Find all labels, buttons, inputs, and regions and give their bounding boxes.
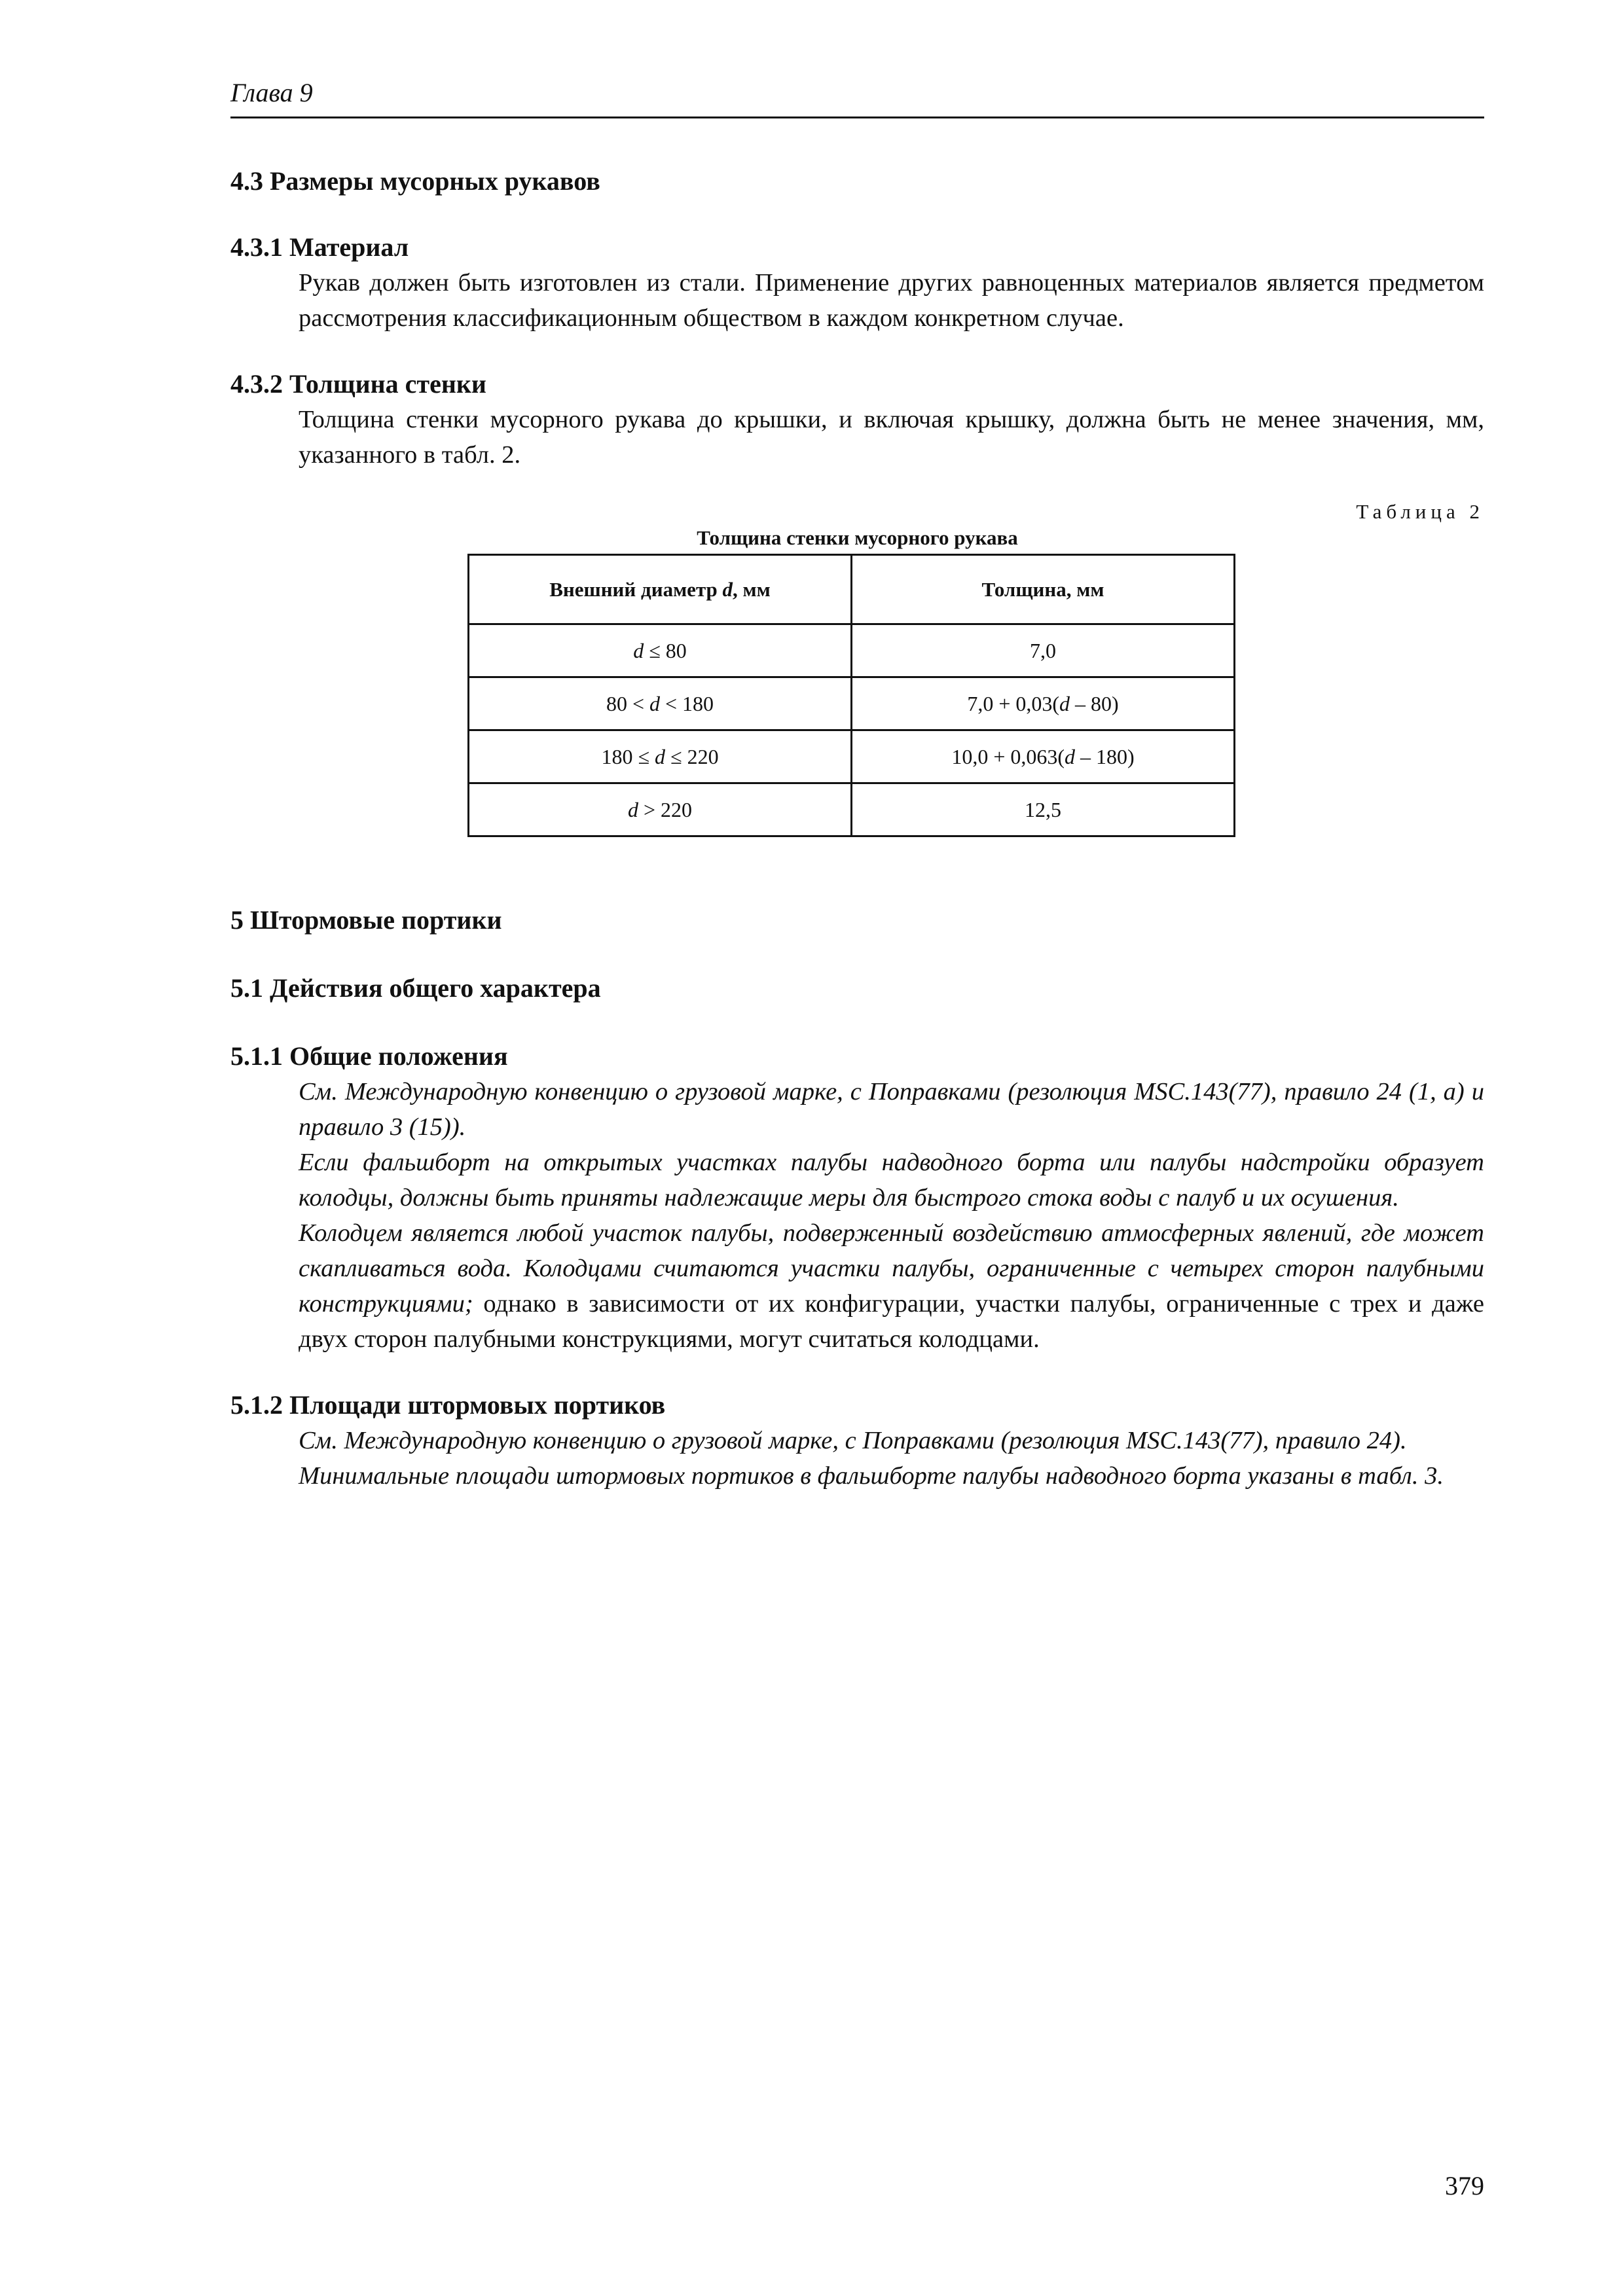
wall-thickness-table [467, 554, 1235, 837]
table-header-row [469, 555, 1235, 624]
heading-5: 5 Штормовые портики [230, 905, 502, 935]
thickness-cell: 12,5 [852, 783, 1235, 836]
paragraph-5-1-2-convention: См. Международную конвенцию о грузовой марке, с Поправками (резолюция MSC.143(77), правило 24). [299, 1427, 1407, 1454]
thickness-cell: 7,0 [852, 624, 1235, 677]
table-number: Таблица 2 [1356, 500, 1484, 523]
running-head-chapter: Глава 9 [230, 78, 313, 107]
paragraph-5-1-1-well: Колодцем является любой участок палубы, подверженный воздействию атмосферных явлений, где может скапливаться вода. Колодцами считаются участки палубы, ограниченные с четырех сторон палубными конструкциями; однако в зависимости от их конфигурации, участки палубы, ограниченные с трех и даже двух сторон палубными конструкциями, могут считаться колодцами. [299, 1219, 1484, 1353]
table-row [469, 783, 1235, 836]
page-number: 379 [1445, 2171, 1484, 2200]
column-header-thickness: Толщина, мм [852, 555, 1235, 624]
diameter-cell: d ≤ 80 [469, 624, 852, 677]
header-rule [230, 117, 1484, 118]
heading-5-1-1: 5.1.1 Общие положения [230, 1041, 508, 1071]
paragraph-5-1-1-convention: См. Международную конвенцию о грузовой марке, с Поправками (резолюция MSC.143(77), правило 24 (1, a) и правило 3 (15)). [299, 1078, 1484, 1141]
table-row [469, 624, 1235, 677]
table-title: Толщина стенки мусорного рукава [697, 526, 1018, 549]
heading-5-1-2: 5.1.2 Площади штормовых портиков [230, 1390, 666, 1420]
heading-4-3-2: 4.3.2 Толщина стенки [230, 369, 486, 399]
diameter-cell: d > 220 [469, 783, 852, 836]
thickness-cell: 7,0 + 0,03(d – 80) [852, 677, 1235, 730]
heading-4-3-1: 4.3.1 Материал [230, 232, 409, 262]
paragraph-5-1-1-bulwark: Если фальшборт на открытых участках палубы надводного борта или палубы надстройки образует колодцы, должны быть приняты надлежащие меры для быстрого стока воды с палуб и их осушения. [299, 1149, 1484, 1211]
heading-4-3: 4.3 Размеры мусорных рукавов [230, 166, 600, 196]
page-content [230, 164, 1484, 1494]
heading-5-1: 5.1 Действия общего характера [230, 973, 601, 1003]
table-row [469, 677, 1235, 730]
table-row [469, 730, 1235, 783]
diameter-cell: 180 ≤ d ≤ 220 [469, 730, 852, 783]
paragraph-4-3-2: Толщина стенки мусорного рукава до крышки, и включая крышку, должна быть не менее значения, мм, указанного в табл. 2. [299, 406, 1484, 469]
paragraph-4-3-1: Рукав должен быть изготовлен из стали. Применение других равноценных материалов является предметом рассмотрения классификационным обществом в каждом конкретном случае. [299, 269, 1484, 332]
paragraph-5-1-2-areas: Минимальные площади штормовых портиков в фальшборте палубы надводного борта указаны в табл. 3. [299, 1462, 1444, 1490]
column-header-diameter: Внешний диаметр d, мм [469, 555, 852, 624]
diameter-cell: 80 < d < 180 [469, 677, 852, 730]
thickness-cell: 10,0 + 0,063(d – 180) [852, 730, 1235, 783]
